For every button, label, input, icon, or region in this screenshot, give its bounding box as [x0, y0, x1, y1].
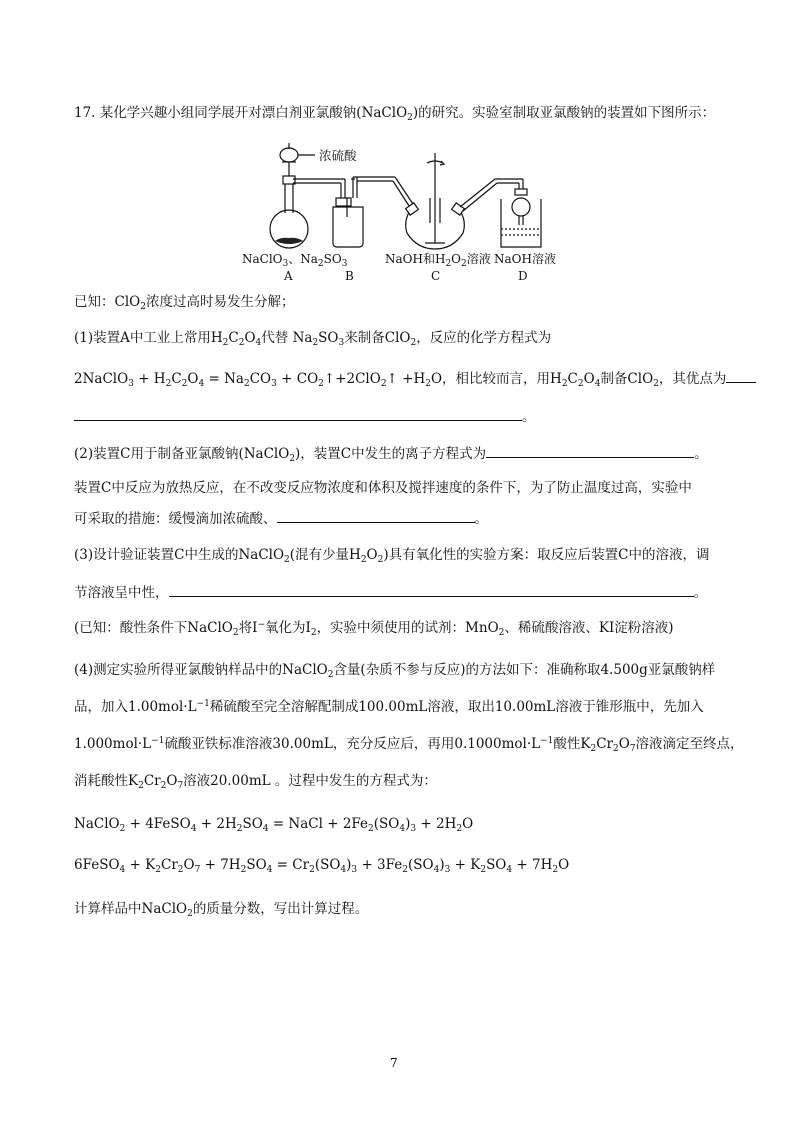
- part2-measure-blank[interactable]: [277, 508, 475, 523]
- known-note: 已知：ClO$_2$浓度过高时易发生分解；: [74, 294, 295, 312]
- part3-line1: (3)设计验证装置C中生成的NaClO$_2$(混有少量$H_2O_2$)具有氧化性的实验方案：取反应后装置C中的溶液，调: [74, 547, 710, 565]
- part4-line2: 品，加入$1.00mol\cdot L^{-1}$稀硫酸至完全溶解配制成100.00mL溶液，取出10.00mL溶液于锥形瓶中，先加入: [74, 699, 704, 715]
- part1-answer-line: [74, 406, 536, 427]
- intro-text-a: 某化学兴趣小组同学展开对漂白剂亚氯酸钠(: [99, 105, 362, 121]
- part4-text-i: 消耗酸性K: [74, 773, 139, 789]
- part3-text-b: (混有少量H: [289, 547, 361, 563]
- part1-line1: (1)装置A中工业上常用$H_2C_2O_4$代替 $Na_2SO_3$来制备ClO$_2$，反应的化学方程式为: [74, 330, 552, 348]
- known-text-a: 已知：ClO: [74, 294, 141, 310]
- part4-line4: 消耗酸性$K_2Cr_2O_7$溶液20.00mL 。过程中发生的方程式为：: [74, 773, 437, 791]
- part4-eq1-a: NaClO: [74, 816, 120, 832]
- part3-note-e: 、稀硫酸溶液、KI淀粉溶液): [504, 620, 674, 636]
- part3-note-a: (已知：酸性条件下: [74, 620, 188, 636]
- part3-text-d: 节溶液呈中性，: [74, 585, 169, 601]
- part1-text-a: (1)装置A中工业上常用H: [74, 330, 223, 346]
- part4-text-j: 溶液20.00mL 。过程中发生的方程式为：: [183, 773, 437, 789]
- label-a-reagents: NaClO$_3$、$Na_2SO_3$: [242, 252, 348, 269]
- label-b: B: [345, 269, 354, 283]
- part1-equation: 2NaClO$_3$ + $H_2C_2O_4 = Na_2CO_3$ + $CO_2↑+2ClO_2↑ +H_2O$，相比较而言，用$H_2C_2O_4$制备ClO$_2$，其优点为: [74, 368, 756, 389]
- label-c-reagents-a: NaOH和H: [385, 252, 446, 266]
- part3-note-c: 氧化为I: [264, 620, 311, 636]
- part2-end-1: 。: [694, 446, 708, 462]
- part4-text-c: 品，加入1.00mol·L: [74, 699, 197, 715]
- label-d-reagents: NaOH溶液: [494, 252, 556, 266]
- part1-eq-b: + H: [133, 371, 166, 387]
- page-number: 7: [390, 1056, 398, 1070]
- part4-equation-1: NaClO$_2$ + 4FeSO$_4$ + $2H_2SO_4$ = NaCl + $2Fe_2(SO_4)_3 + 2H_2O$: [74, 816, 474, 834]
- label-a-reagents-b: 、Na: [288, 252, 318, 266]
- part3-text-a: (3)设计验证装置C中生成的: [74, 547, 239, 563]
- part4-final-a: 计算样品中: [74, 901, 142, 917]
- part4-eq1-f: O: [462, 816, 474, 832]
- part4-eq2-g: + 7H: [512, 857, 553, 873]
- part4-text-h: 溶液滴定至终点，: [635, 736, 744, 752]
- part4-eq2-h: O: [558, 857, 570, 873]
- label-conc-sulfuric-acid: 浓硫酸: [319, 148, 357, 163]
- part4-eq1-c: + 2H: [196, 816, 237, 832]
- part4-eq2-b: + K: [125, 857, 156, 873]
- question-number: 17.: [74, 105, 96, 121]
- part3-note: (已知：酸性条件下NaClO$_2$将I−氧化为$I_2$，实验中须使用的试剂：MnO$_2$、稀硫酸溶液、KI淀粉溶液): [74, 620, 674, 638]
- part1-eq-i: ，其优点为: [658, 371, 727, 387]
- part3-scheme-blank[interactable]: [169, 582, 694, 597]
- part4-text-e: 1.000mol·L: [74, 736, 152, 752]
- part2-text-a: (2)装置C用于制备亚氯酸钠(: [74, 446, 244, 462]
- part3-note-b: 将I: [238, 620, 258, 636]
- part4-eq2-d: = Cr: [272, 857, 310, 873]
- part4-line1: (4)测定实验所得亚氯酸钠样品中的NaClO$_2$含量(杂质不参与反应)的方法如下：准确称取4.500g亚氯酸钠样: [74, 662, 716, 680]
- part4-text-a: (4)测定实验所得亚氯酸钠样品中的: [74, 662, 283, 678]
- part4-eq2-e: + 3Fe: [357, 857, 403, 873]
- part3-end: 。: [693, 585, 707, 601]
- part2-ionic-eq-blank[interactable]: [486, 443, 694, 458]
- part1-eq-d: + CO: [276, 371, 319, 387]
- part3-line2: [74, 582, 707, 603]
- part4-text-b: 含量(杂质不参与反应)的方法如下：准确称取4.500g亚氯酸钠样: [333, 662, 716, 678]
- known-text-b: 浓度过高时易发生分解；: [145, 294, 295, 310]
- label-c-reagents-b: 溶液: [466, 252, 491, 266]
- part4-line3: $1.000mol\cdot L^{-1}$硫酸亚铁标准溶液30.00mL，充分反应后，再用$0.1000mol\cdot L^{-1}$酸性$K_2Cr_2O_7$溶液滴定至终点，: [74, 736, 744, 754]
- part4-eq1-b: + 4FeSO: [125, 816, 191, 832]
- part1-eq-a: 2NaClO: [74, 371, 129, 387]
- label-c: C: [431, 269, 441, 283]
- part1-eq-h: 制备ClO: [600, 371, 654, 387]
- part2-end-2: 。: [474, 511, 488, 527]
- part1-eq-f: ↑ +H: [386, 371, 426, 387]
- part4-eq2-a: 6FeSO: [74, 857, 120, 873]
- part4-eq1-e: + 2H: [416, 816, 457, 832]
- part2-line2: 装置C中反应为放热反应，在不改变反应物浓度和体积及搅拌速度的条件下，为了防止温度过高，实验中: [74, 480, 692, 496]
- part1-text-c: 来制备ClO: [344, 330, 411, 346]
- intro-text-b: )的研究。实验室制取亚氯酸钠的装置如下图所示：: [412, 105, 716, 121]
- part1-eq-c: = Na: [204, 371, 244, 387]
- part4-eq2-f: + K: [450, 857, 481, 873]
- part2-text-b: )，装置C中发生的离子方程式为: [295, 446, 487, 462]
- part2-line1: (2)装置C用于制备亚氯酸钠(NaClO$_2$)，装置C中发生的离子方程式为 。: [74, 443, 708, 464]
- part4-equation-2: 6FeSO$_4$ + $K_2Cr_2O_7 + 7H_2SO_4 = Cr_2(SO_4)_3 + 3Fe_2(SO_4)_3 + K_2SO_4 + 7H_2O$: [74, 857, 570, 875]
- part4-final-b: 的质量分数，写出计算过程。: [192, 901, 369, 917]
- label-a: A: [284, 269, 293, 283]
- label-c-reagents: NaOH和$H_2O_2$溶液: [385, 252, 491, 269]
- part1-eq-e: ↑+2ClO: [323, 371, 381, 387]
- part2-line3: [74, 508, 488, 529]
- part4-text-d: 稀硫酸至完全溶解配制成100.00mL溶液，取出10.00mL溶液于锥形瓶中，先加入: [209, 699, 704, 715]
- part1-eq-g: O，相比较而言，用H: [430, 371, 562, 387]
- part1-answer-blank-1[interactable]: [726, 368, 756, 383]
- part4-eq2-c: + 7H: [200, 857, 241, 873]
- apparatus-diagram: [235, 143, 565, 251]
- label-a-reagents-a: NaClO: [242, 252, 283, 266]
- part3-note-d: ，实验中须使用的试剂：MnO: [316, 620, 499, 636]
- part4-eq1-d: = NaCl + 2Fe: [268, 816, 369, 832]
- part3-text-c: )具有氧化性的实验方案：取反应后装置C中的溶液，调: [383, 547, 710, 563]
- part4-final: 计算样品中NaClO$_2$的质量分数，写出计算过程。: [74, 901, 369, 919]
- question-intro: 17. 某化学兴趣小组同学展开对漂白剂亚氯酸钠(NaClO$_2$)的研究。实验室制取亚氯酸钠的装置如下图所示：: [74, 105, 716, 123]
- part4-text-f: 硫酸亚铁标准溶液30.00mL，充分反应后，再用0.1000mol·L: [164, 736, 541, 752]
- part1-end: 。: [522, 409, 536, 425]
- part1-text-d: ，反应的化学方程式为: [416, 330, 552, 346]
- part4-text-g: 酸性K: [553, 736, 591, 752]
- part1-answer-blank-2[interactable]: [74, 406, 522, 421]
- part2-text-c: 可采取的措施：缓慢滴加浓硫酸、: [74, 511, 277, 527]
- part1-text-b: 代替 Na: [261, 330, 313, 346]
- label-d: D: [518, 269, 528, 283]
